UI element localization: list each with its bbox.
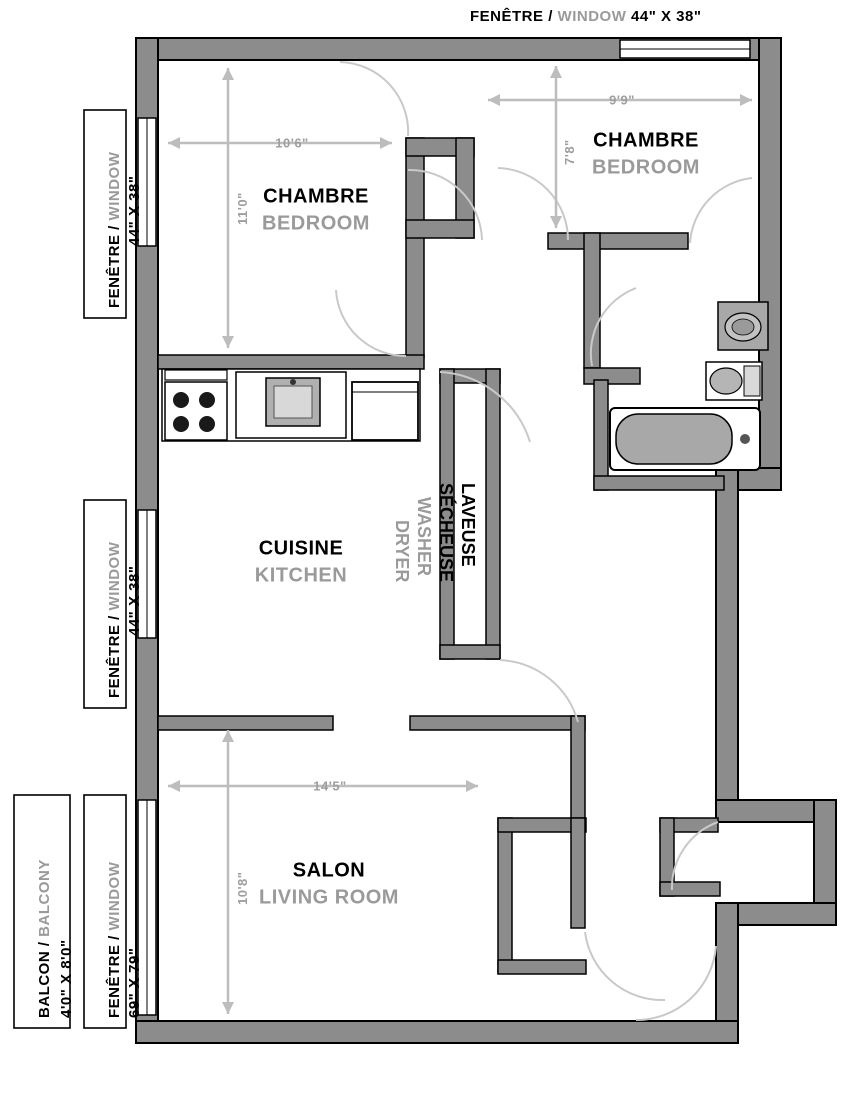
window-left-lower-size: 69" X 79" [126,947,143,1018]
dimension-bedroom-right-height: 7'8" [562,139,577,165]
laundry-label-en-2: DRYER [392,520,412,583]
room-label-bedroom-left-fr: CHAMBRE [263,185,369,208]
dimension-bedroom-left-width: 10'6" [275,135,309,151]
room-label-bedroom-right-fr: CHAMBRE [593,129,699,152]
room-label-living-en: LIVING ROOM [259,886,399,909]
window-left-mid-label: FENÊTRE / WINDOW [106,541,123,698]
window-left-lower-label: FENÊTRE / WINDOW [106,861,123,1018]
window-left-mid-size: 44" X 38" [126,565,143,636]
stove-icon [165,370,227,440]
window-top-label: FENÊTRE / WINDOW 44" X 38" [470,8,702,25]
balcony-size: 4'0" X 8'0" [58,939,75,1018]
refrigerator-icon [352,382,418,440]
balcony-label: BALCON / BALCONY [36,859,53,1018]
room-label-bedroom-left-en: BEDROOM [262,212,370,235]
window-left-upper-label: FENÊTRE / WINDOW [106,151,123,308]
room-label-living-fr: SALON [292,859,366,882]
laundry-label-fr-1: LAVEUSE [458,483,478,567]
laundry-label-en-1: WASHER [414,497,434,577]
room-label-kitchen-fr: CUISINE [258,537,344,560]
dimension-bedroom-right-width: 9'9" [609,92,635,108]
window-left-upper-size: 44" X 38" [126,175,143,246]
laundry-label-fr-2: SÉCHEUSE [436,483,456,583]
sink-icon [236,372,346,438]
dimension-living-width: 14'5" [313,778,347,794]
dimension-living-height: 10'8" [235,871,250,905]
kitchen-fixtures [162,369,420,441]
dimension-bedroom-left-height: 11'0" [235,192,250,225]
bathroom-fixtures [610,302,768,470]
room-label-bedroom-right-en: BEDROOM [592,156,700,179]
room-label-kitchen-en: KITCHEN [254,564,348,587]
vanity-sink-icon [718,302,768,350]
bathtub-icon [610,408,760,470]
toilet-icon [706,362,762,400]
